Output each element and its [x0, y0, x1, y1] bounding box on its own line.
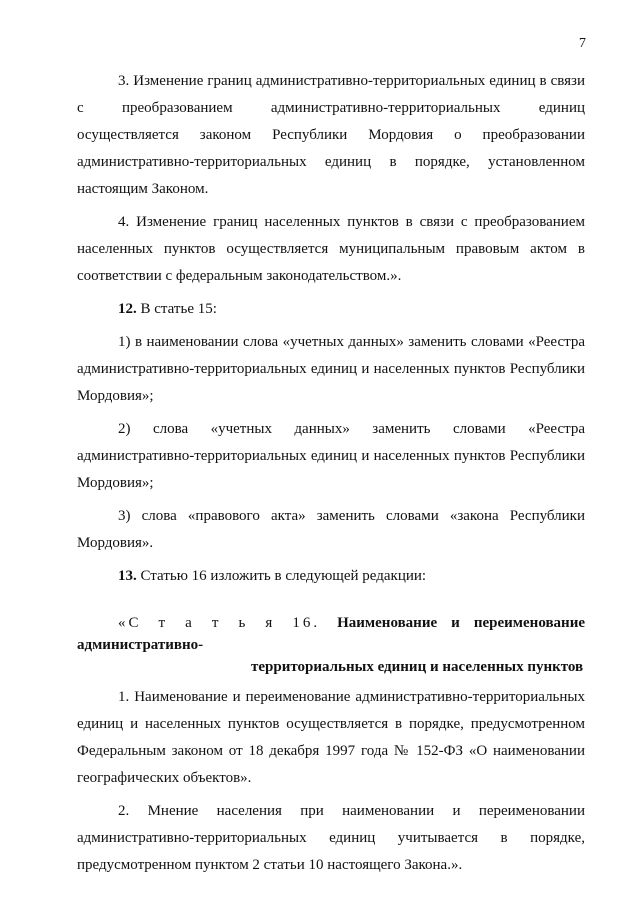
item-12-number: 12.	[118, 301, 137, 317]
item-13-number: 13.	[118, 568, 137, 584]
paragraph-4: 4. Изменение границ населенных пунктов в связи с преобразованием населенных пунктов осуществляется муниципальным правовым актом в соответствии с федеральным законодательством.».	[77, 214, 585, 284]
page-number: 7	[579, 36, 586, 51]
article-16-title-line2: территориальных единиц и населенных пунктов	[251, 659, 584, 675]
subitem-2: 2) слова «учетных данных» заменить словами «Реестра административно-территориальных единиц и населенных пунктов Республики Мордовия»;	[77, 421, 585, 491]
item-13-text: Статью 16 изложить в следующей редакции:	[136, 568, 427, 584]
subitem-3: 3) слова «правового акта» заменить словами «закона Республики Мордовия».	[77, 508, 585, 551]
article-16-prefix: «С т а т ь я 16.	[118, 615, 338, 631]
document-body	[77, 68, 585, 879]
item-12-text: В статье 15:	[136, 301, 217, 317]
article-16-paragraph-1: 1. Наименование и переименование административно-территориальных единиц и населенных пунктов осуществляется в порядке, предусмотренном Федеральным законом от 18 декабря 1997 года № 152-ФЗ «О наименовании географических объектов».	[77, 689, 585, 786]
item-13	[77, 563, 585, 590]
paragraph-3: 3. Изменение границ административно-территориальных единиц в связи с преобразованием административно-территориальных единиц осуществляется законом Республики Мордовия о преобразовании административно-территориальных единиц в порядке, установленном настоящим Законом.	[77, 73, 585, 197]
article-16-paragraph-2: 2. Мнение населения при наименовании и переименовании административно-территориальных единиц учитывается в порядке, предусмотренном пунктом 2 статьи 10 настоящего Закона.».	[77, 803, 585, 873]
article-16-heading	[77, 612, 585, 678]
article-16-title-line1: Наименование и переименование административно-	[77, 615, 585, 653]
subitem-1: 1) в наименовании слова «учетных данных» заменить словами «Реестра административно-территориальных единиц и населенных пунктов Республики Мордовия»;	[77, 334, 585, 404]
item-12	[77, 296, 585, 323]
